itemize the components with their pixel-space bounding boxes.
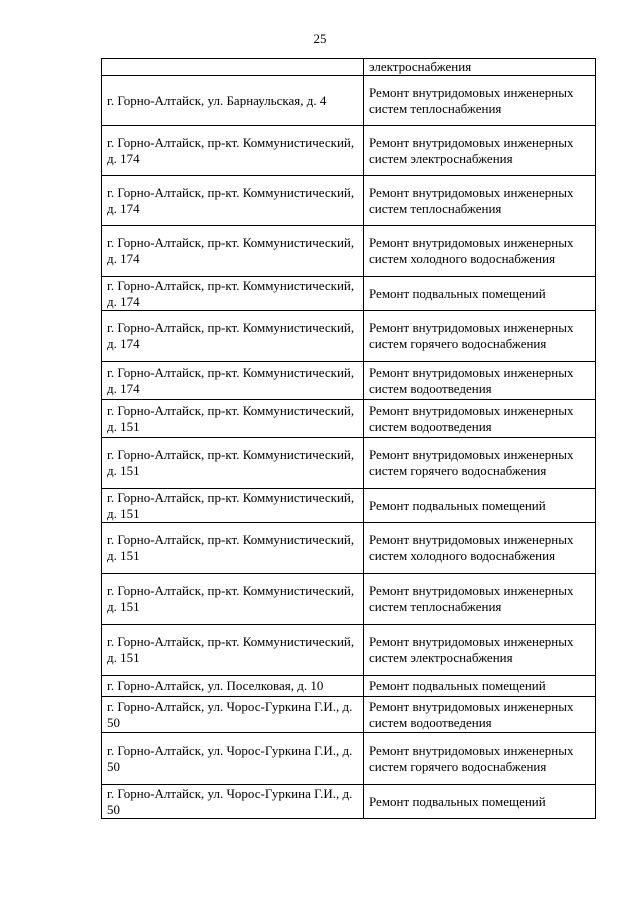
page-number: 25 [313,31,327,46]
table-row [102,311,596,362]
table-row [102,59,596,76]
table-row [102,489,596,523]
table-row [102,785,596,819]
work-type-cell: Ремонт внутридомовых инженерных систем теплоснабжения [364,574,596,625]
address-cell: г. Горно-Алтайск, пр-кт. Коммунистический, д. 174 [102,362,364,400]
work-type-cell: Ремонт подвальных помещений [364,489,596,523]
address-cell [102,59,364,76]
work-type-cell: Ремонт внутридомовых инженерных систем электроснабжения [364,625,596,676]
address-cell: г. Горно-Алтайск, ул. Чорос-Гуркина Г.И., д. 50 [102,733,364,785]
address-cell: г. Горно-Алтайск, пр-кт. Коммунистический, д. 151 [102,625,364,676]
address-cell: г. Горно-Алтайск, пр-кт. Коммунистический, д. 151 [102,523,364,574]
address-cell: г. Горно-Алтайск, пр-кт. Коммунистический, д. 151 [102,438,364,489]
table-row [102,76,596,126]
table-row [102,676,596,697]
address-cell: г. Горно-Алтайск, пр-кт. Коммунистический, д. 174 [102,226,364,277]
table-row [102,400,596,438]
work-type-cell: Ремонт подвальных помещений [364,676,596,697]
address-cell: г. Горно-Алтайск, пр-кт. Коммунистический, д. 151 [102,489,364,523]
address-cell: г. Горно-Алтайск, ул. Поселковая, д. 10 [102,676,364,697]
table-row [102,126,596,176]
work-type-cell: Ремонт внутридомовых инженерных систем водоотведения [364,697,596,733]
work-type-cell: Ремонт внутридомовых инженерных систем холодного водоснабжения [364,523,596,574]
table-row [102,176,596,226]
work-type-cell: Ремонт внутридомовых инженерных систем водоотведения [364,400,596,438]
table-row [102,697,596,733]
table-row [102,226,596,277]
work-type-cell: Ремонт внутридомовых инженерных систем водоотведения [364,362,596,400]
work-type-cell: Ремонт внутридомовых инженерных систем горячего водоснабжения [364,733,596,785]
table-row [102,438,596,489]
table-row [102,362,596,400]
address-cell: г. Горно-Алтайск, пр-кт. Коммунистический, д. 151 [102,574,364,625]
work-type-cell: Ремонт внутридомовых инженерных систем теплоснабжения [364,176,596,226]
address-cell: г. Горно-Алтайск, пр-кт. Коммунистический, д. 151 [102,400,364,438]
work-type-cell: Ремонт внутридомовых инженерных систем холодного водоснабжения [364,226,596,277]
table-row [102,523,596,574]
work-type-cell: Ремонт подвальных помещений [364,785,596,819]
address-cell: г. Горно-Алтайск, пр-кт. Коммунистический, д. 174 [102,126,364,176]
table-row [102,277,596,311]
work-type-cell: Ремонт подвальных помещений [364,277,596,311]
address-cell: г. Горно-Алтайск, ул. Чорос-Гуркина Г.И., д. 50 [102,697,364,733]
address-cell: г. Горно-Алтайск, ул. Барнаульская, д. 4 [102,76,364,126]
work-type-cell: Ремонт внутридомовых инженерных систем теплоснабжения [364,76,596,126]
address-cell: г. Горно-Алтайск, пр-кт. Коммунистический, д. 174 [102,311,364,362]
works-table [101,58,596,819]
address-cell: г. Горно-Алтайск, пр-кт. Коммунистический, д. 174 [102,176,364,226]
address-cell: г. Горно-Алтайск, ул. Чорос-Гуркина Г.И., д. 50 [102,785,364,819]
work-type-cell: электроснабжения [364,59,596,76]
address-cell: г. Горно-Алтайск, пр-кт. Коммунистический, д. 174 [102,277,364,311]
work-type-cell: Ремонт внутридомовых инженерных систем горячего водоснабжения [364,438,596,489]
table-row [102,733,596,785]
work-type-cell: Ремонт внутридомовых инженерных систем электроснабжения [364,126,596,176]
table-row [102,574,596,625]
work-type-cell: Ремонт внутридомовых инженерных систем горячего водоснабжения [364,311,596,362]
table-row [102,625,596,676]
